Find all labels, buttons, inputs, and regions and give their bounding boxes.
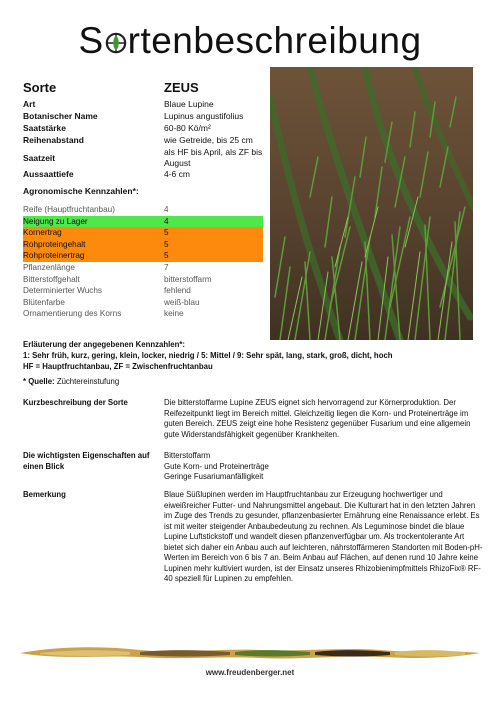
agro-value: 7 [164,262,169,272]
explanation-heading-text: Erläuterung der angegebenen Kennzahlen*: [23,340,186,349]
seed-variety-strip [20,644,480,662]
detail-key: Botanischer Name [23,111,98,121]
section-lines [164,451,484,483]
footer-url[interactable]: www.freudenberger.net [205,668,295,677]
property-line: Bitterstoffarm [164,451,211,460]
section-text: Blaue Süßlupinen werden im Hauptfruchtanbau zur Erzeugung hochwertiger und eiweißreicher Futter- und Nahrungsmittel angebaut. Die Kulturart hat in den letzten Jahren im Zuge des Trends zu gesunder, pflanzenbasierter Ernährung eine Renaissance erlebt. Es ist mit weiter steigender Anbaubedeutung zu rechnen. Als Leguminose bindet die blaue Lupine Luftstickstoff und wandelt diesen pflanzenverfügbar um. Als trockentolerante Art bietet sich daher ein Anbau auch auf leichteren, nährstoffärmeren Standorten mit Boden-pH-Werten im Bereich von 6 bis 7 an. Beim Anbau auf Flächen, auf denen rund 10 Jahre keine Lupinen mehr kultiviert wurden, ist der Einsatz unseres Rhizobienimpfmittels RhizoFix® RF-40 speziell für Lupinen zu empfehlen. [164,490,483,583]
section-label: Bemerkung [23,490,66,499]
agro-heading: Agronomische Kennzahlen*: [23,186,139,196]
detail-key: Saatstärke [23,123,67,133]
agro-value: keine [164,309,184,319]
agro-value: 5 [164,251,169,261]
agro-key: Neigung zu Lager [23,216,88,226]
agro-row [23,285,263,297]
agro-key: Determinierter Wuchs [23,286,103,296]
agro-key: Ornamentierung des Korns [23,309,122,319]
detail-value: 4-6 cm [164,169,190,179]
detail-value: Blaue Lupine [164,99,214,109]
seed-crosshair-icon [105,32,127,54]
agro-key: Pflanzenlänge [23,262,75,272]
agro-value: 5 [164,239,169,249]
page-title [0,20,500,62]
detail-value: als HF bis April, als ZF bis August [164,147,263,168]
explanation-abbrev [23,362,213,372]
section-label: Die wichtigsten Eigenschaften auf einen Blick [23,451,150,471]
source-note [23,377,119,387]
detail-value: Lupinus angustifolius [164,111,244,121]
agro-key: Blütenfarbe [23,297,65,307]
seed-strip-graphic [20,644,480,662]
detail-key: Aussaattiefe [23,169,74,179]
explanation-heading [23,340,185,350]
agro-row [23,308,263,320]
property-line: Gute Korn- und Proteinerträge [164,461,269,471]
detail-value: wie Getreide, bis 25 cm [164,135,253,145]
agro-value: fehlend [164,286,191,296]
source-value: Züchtereinstufung [56,377,120,386]
agro-key: Bitterstoffgehalt [23,274,80,284]
agro-key: Rohproteinertrag [23,251,85,261]
agro-value: 4 [164,216,169,226]
agro-row [23,262,263,274]
agro-row [23,216,263,228]
agro-row [23,227,263,239]
explanation-abbrev-text: HF = Hauptfruchtanbau, ZF = Zwischenfruchtanbau [23,362,213,371]
title-part-1: S [78,20,104,61]
agro-row [23,204,263,216]
detail-key: Saatzeit [23,153,56,163]
agro-row [23,239,263,251]
agro-value: weiß-blau [164,297,200,307]
agro-key: Rohproteingehalt [23,239,86,249]
section-label: Kurzbeschreibung der Sorte [23,398,128,407]
agro-value: bitterstoffarm [164,274,212,284]
agro-key: Kornertrag [23,228,62,238]
explanation-scale [23,351,393,361]
section-text: Die bitterstoffarme Lupine ZEUS eignet sich hervorragend zur Körnerproduktion. Der Reifezeitpunkt liegt im Bereich mittel. Gleichzeitig liegen die Korn- und Proteinerträge im guten Bereich. ZEUS zeigt eine hohe Resistenz gegenüber Fusarium und eine allgemein gute Widerstandsfähigkeit gegenüber Krankheiten. [164,398,471,439]
agro-key: Reife (Hauptfruchtanbau) [23,205,115,214]
agro-row [23,297,263,309]
agro-value: 5 [164,228,169,238]
sorte-label: Sorte [23,80,57,95]
property-line: Geringe Fusariumanfälligkeit [164,472,264,481]
detail-key: Reihenabstand [23,135,84,145]
agro-table [23,204,263,320]
agro-value: 4 [164,205,169,214]
detail-key: Art [23,99,36,109]
field-illustration [270,67,473,340]
agro-row [23,274,263,286]
agro-row [23,250,263,262]
detail-value: 60-80 Kö/m² [164,123,211,133]
explanation-scale-text: 1: Sehr früh, kurz, gering, klein, locker, niedrig / 5: Mittel / 9: Sehr spät, lang, stark, groß, dicht, hoch [23,351,393,360]
lupine-field-photo [270,67,473,340]
variety-name: ZEUS [164,80,199,95]
source-label: * Quelle: [23,377,55,386]
title-part-2: rtenbeschreibung [127,20,422,61]
